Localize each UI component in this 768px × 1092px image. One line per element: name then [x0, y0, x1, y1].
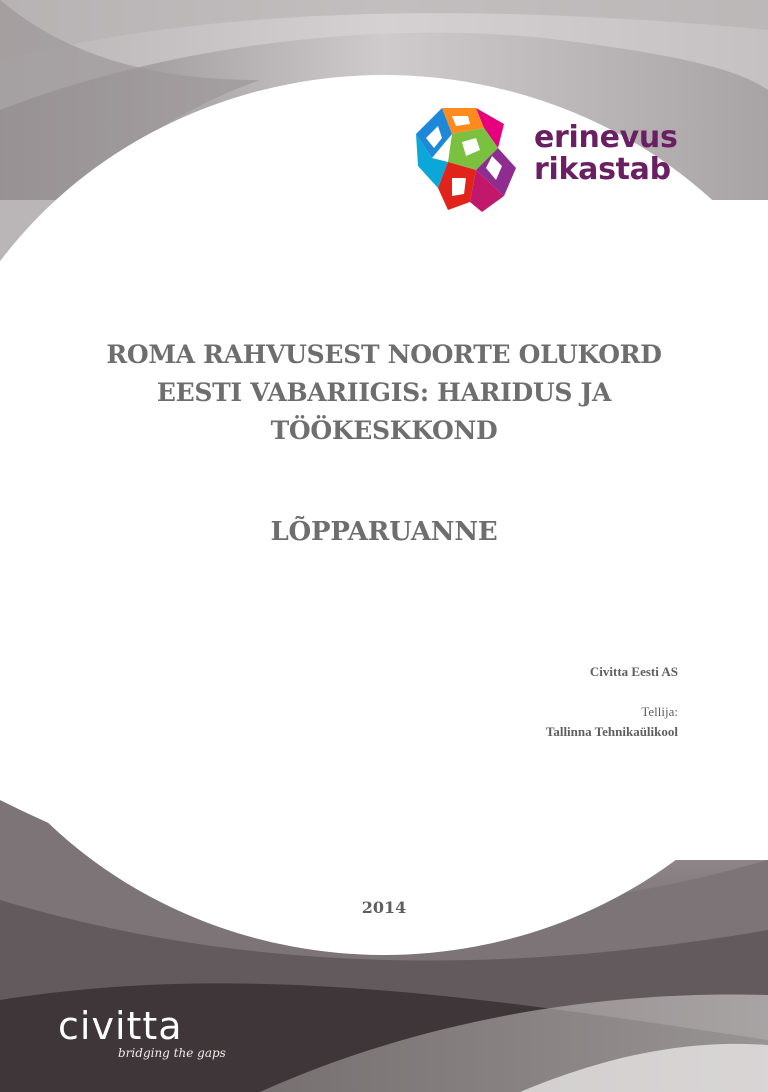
author-name: Civitta Eesti AS — [589, 664, 678, 679]
civitta-wordmark: civitta — [58, 1004, 183, 1048]
client-name: Tallinna Tehnikaülikool — [545, 724, 678, 739]
logo-line-2: rikastab — [534, 152, 671, 187]
logo-wordmark — [534, 122, 678, 186]
logo-line-1: erinevus — [534, 120, 678, 155]
credits-block — [546, 664, 678, 740]
hexagon-flower-logo-icon — [412, 104, 522, 216]
erinevus-rikastab-logo — [412, 104, 702, 222]
client-label: Tellija: — [641, 704, 678, 719]
civitta-tagline: bridging the gaps — [118, 1046, 226, 1060]
report-year: 2014 — [361, 898, 407, 917]
report-title — [84, 336, 684, 450]
title-line-2: EESTI VABARIIGIS: HARIDUS JA — [156, 378, 612, 407]
report-subtitle: LÕPPARUANNE — [270, 517, 498, 547]
title-line-1: ROMA RAHVUSEST NOORTE OLUKORD — [106, 340, 662, 369]
title-line-3: TÖÖKESKKOND — [270, 416, 498, 445]
civitta-logo — [58, 1006, 228, 1060]
